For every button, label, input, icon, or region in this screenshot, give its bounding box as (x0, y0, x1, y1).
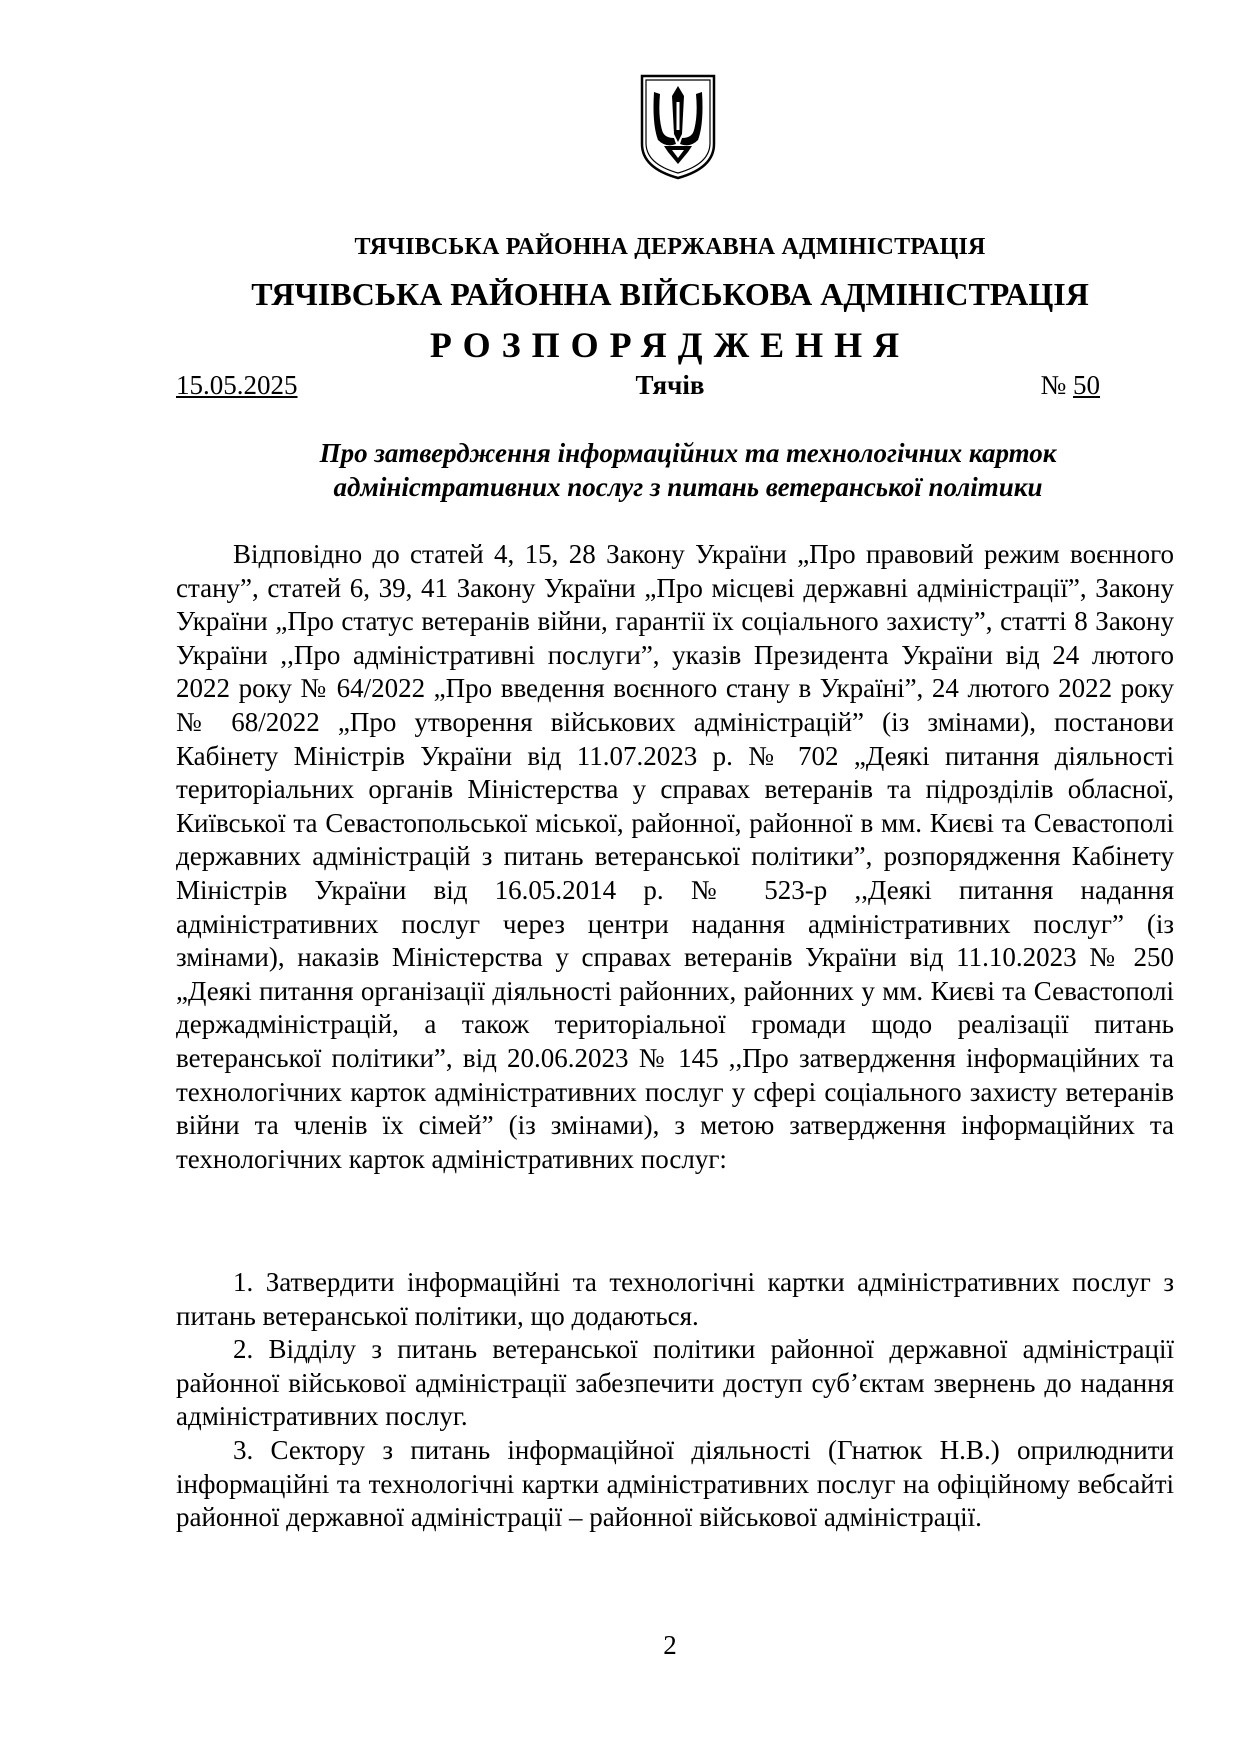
order-number (1040, 370, 1100, 401)
order-number-prefix: № (1040, 370, 1067, 400)
military-administration-title: ТЯЧІВСЬКА РАЙОННА ВІЙСЬКОВА АДМІНІСТРАЦІЯ (251, 276, 1089, 312)
order-subject (226, 436, 1150, 504)
order-place: Тячів (635, 370, 705, 400)
order-item-3: 3. Сектору з питань інформаційної діяльності (Гнатюк Н.В.) оприлюднити інформаційні та технологічні картки адміністративних послуг на офіційному вебсайті районної державної адміністрації – районної військової адміністрації. (176, 1435, 1174, 1533)
preamble-paragraph: Відповідно до статей 4, 15, 28 Закону України „Про правовий режим воєнного стану”, статей 6, 39, 41 Закону України „Про місцеві державні адміністрації”, Закону України „Про статус ветеранів війни, гарантії їх соціального захисту”, статті 8 Закону України ,,Про адміністративні послуги”, указів Президента України від 24 лютого 2022 року № 64/2022 „Про введення воєнного стану в Україні”, 24 лютого 2022 року № 68/2022 „Про утворення військових адміністрацій” (із змінами), постанови Кабінету Міністрів України від 11.07.2023 р. № 702 „Деякі питання діяльності територіальних органів Міністерства у справах ветеранів та підрозділів обласної, Київської та Севастопольської міської, районної, районної в мм. Києві та Севастополі державних адміністрацій з питань ветеранської політики”, розпорядження Кабінету Міністрів України від 16.05.2014 р. № 523-р ,,Деякі питання надання адміністративних послуг через центри надання адміністративних послуг” (із змінами), наказів Міністерства у справах ветеранів України від 11.10.2023 № 250 „Деякі питання організації діяльності районних, районних у мм. Києві та Севастополі держадміністрацій, а також територіальної громади щодо реалізації питань ветеранської політики”, від 20.06.2023 № 145 ,,Про затвердження інформаційних та технологічних карток адміністративних послуг у сфері соціального захисту ветеранів війни та членів їх сімей” (із змінами), з метою затвердження інформаційних та технологічних карток адміністративних послуг: (176, 539, 1174, 1174)
tryzub-coat-of-arms-icon (638, 72, 718, 180)
state-administration-title: ТЯЧІВСЬКА РАЙОННА ДЕРЖАВНА АДМІНІСТРАЦІЯ (354, 234, 986, 260)
order-item-2: 2. Відділу з питань ветеранської політики районної державної адміністрації районної військової адміністрації забезпечити доступ суб’єктам звернень до надання адміністративних послуг. (176, 1334, 1174, 1432)
page-number: 2 (663, 1630, 677, 1660)
order-item-1: 1. Затвердити інформаційні та технологічні картки адміністративних послуг з питань ветеранської політики, що додаються. (176, 1267, 1174, 1331)
order-subject-line-1: Про затвердження інформаційних та технологічних карток (319, 438, 1057, 468)
order-subject-line-2: адміністративних послуг з питань ветеранської політики (333, 472, 1043, 502)
order-number-value: 50 (1073, 370, 1100, 400)
order-date: 15.05.2025 (176, 370, 298, 400)
document-type-title: РОЗПОРЯДЖЕННЯ (429, 325, 911, 365)
